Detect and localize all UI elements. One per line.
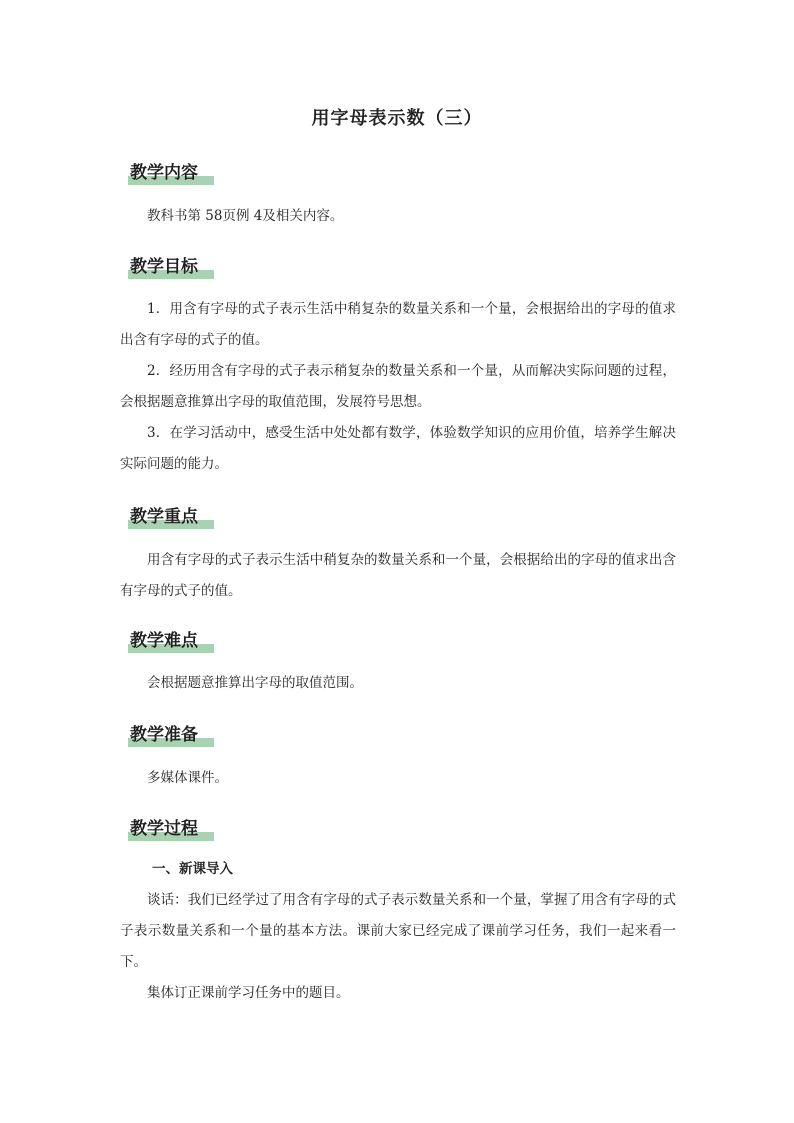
section-heading: 教学目标 bbox=[130, 257, 198, 277]
page-title: 用字母表示数（三） bbox=[311, 108, 483, 129]
section-text: 教科书第 58页例 4及相关内容。 bbox=[147, 208, 344, 224]
section-text: 会根据题意推算出字母的取值范围。 bbox=[147, 675, 363, 691]
section-text: 用含有字母的式子表示生活中稍复杂的数量关系和一个量，会根据给出的字母的值求出含有字母的式子的值。 bbox=[120, 552, 676, 599]
section-heading: 教学内容 bbox=[130, 163, 198, 183]
section-heading: 教学过程 bbox=[130, 819, 198, 839]
section-heading: 教学重点 bbox=[130, 507, 198, 527]
section-process bbox=[120, 816, 676, 1009]
section-text: 多媒体课件。 bbox=[147, 770, 228, 786]
section-goals bbox=[120, 254, 676, 480]
section-difficulties bbox=[120, 628, 676, 699]
process-subheading: 一、新课导入 bbox=[152, 861, 233, 877]
process-paragraph-2: 集体订正课前学习任务中的题目。 bbox=[147, 985, 350, 1001]
section-heading: 教学难点 bbox=[130, 631, 198, 651]
goal-item-2: 2．经历用含有字母的式子表示稍复杂的数量关系和一个量，从而解决实际问题的过程，会根据题意推算出字母的取值范围，发展符号思想。 bbox=[120, 363, 676, 410]
section-preparation bbox=[120, 722, 676, 794]
section-heading: 教学准备 bbox=[130, 725, 198, 745]
process-paragraph-1: 谈话：我们已经学过了用含有字母的式子表示数量关系和一个量，掌握了用含有字母的式子表示数量关系和一个量的基本方法。课前大家已经完成了课前学习任务，我们一起来看一下。 bbox=[120, 892, 676, 970]
goal-item-3: 3．在学习活动中，感受生活中处处都有数学，体验数学知识的应用价值，培养学生解决实际问题的能力。 bbox=[120, 425, 676, 472]
goal-item-1: 1．用含有字母的式子表示生活中稍复杂的数量关系和一个量，会根据给出的字母的值求出含有字母的式子的值。 bbox=[120, 301, 676, 348]
section-key-points bbox=[120, 504, 676, 607]
section-content bbox=[120, 160, 676, 232]
